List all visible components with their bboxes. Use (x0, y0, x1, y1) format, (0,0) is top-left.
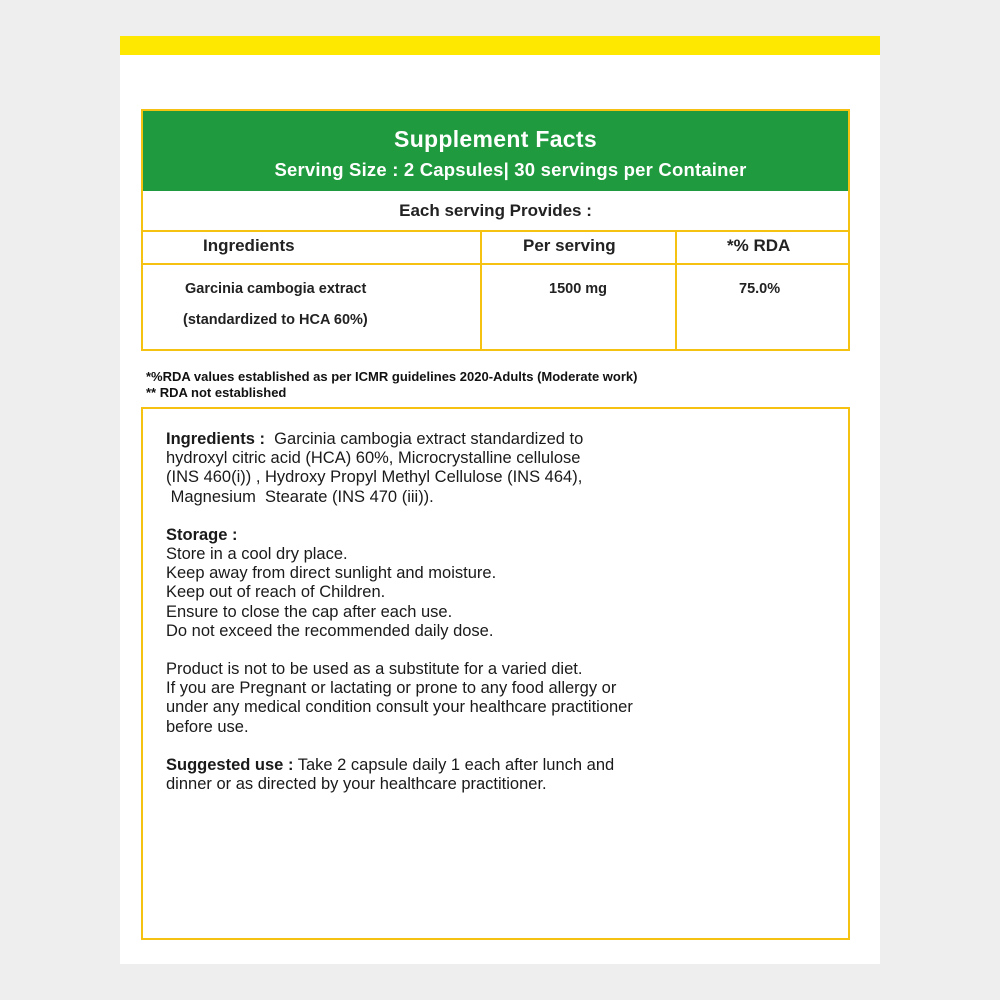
facts-title: Supplement Facts (394, 126, 597, 152)
storage-line: Keep away from direct sunlight and moisture. (166, 564, 497, 583)
ingredients-label: Ingredients : (166, 430, 266, 448)
suggested-use-paragraph (166, 756, 836, 794)
ingredients-line: hydroxyl citric acid (HCA) 60%, Microcrystalline cellulose (166, 449, 581, 468)
supplement-facts-table (141, 109, 850, 351)
ingredients-line: Garcinia cambogia extract standardized to (265, 430, 584, 448)
suggested-line: dinner or as directed by your healthcare practitioner. (166, 775, 547, 794)
table-divider (143, 230, 848, 232)
storage-line: Ensure to close the cap after each use. (166, 602, 453, 621)
warning-line: under any medical condition consult your healthcare practitioner (166, 698, 633, 717)
serving-size: Serving Size : 2 Capsules| 30 servings per Container (274, 159, 747, 180)
info-text (166, 430, 836, 813)
rda-footnote: *%RDA values established as per ICMR guidelines 2020-Adults (Moderate work) (146, 369, 638, 384)
top-yellow-stripe (120, 36, 880, 55)
ingredients-line: (INS 460(i)) , Hydroxy Propyl Methyl Cellulose (INS 464), (166, 468, 583, 487)
rda-not-established-note: ** RDA not established (146, 385, 287, 400)
header-per-serving: Per serving (523, 236, 616, 255)
header-ingredients: Ingredients (203, 236, 295, 255)
facts-header (143, 111, 848, 191)
storage-line: Store in a cool dry place. (166, 545, 348, 564)
table-divider (143, 263, 848, 265)
ingredient-name-line1: Garcinia cambogia extract (185, 281, 367, 297)
warning-line: before use. (166, 717, 249, 736)
suggested-use-label: Suggested use : (166, 755, 294, 774)
ingredient-name-line2: (standardized to HCA 60%) (183, 312, 368, 328)
storage-paragraph (166, 526, 836, 641)
column-divider (480, 230, 482, 349)
header-rda: *% RDA (727, 236, 791, 255)
column-divider (675, 230, 677, 349)
warning-paragraph (166, 660, 836, 737)
warning-line: Product is not to be used as a substitute for a varied diet. (166, 660, 583, 679)
each-serving-provides: Each serving Provides : (399, 201, 592, 220)
ingredients-line: Magnesium Stearate (INS 470 (iii)). (166, 487, 434, 506)
suggested-line: Take 2 capsule daily 1 each after lunch and (293, 755, 615, 774)
storage-label: Storage : (166, 525, 238, 544)
warning-line: If you are Pregnant or lactating or prone to any food allergy or (166, 679, 617, 698)
storage-line: Keep out of reach of Children. (166, 583, 386, 602)
per-serving-value: 1500 mg (549, 281, 608, 297)
storage-line: Do not exceed the recommended daily dose. (166, 621, 494, 640)
rda-value: 75.0% (739, 281, 781, 297)
ingredients-paragraph (166, 430, 836, 507)
